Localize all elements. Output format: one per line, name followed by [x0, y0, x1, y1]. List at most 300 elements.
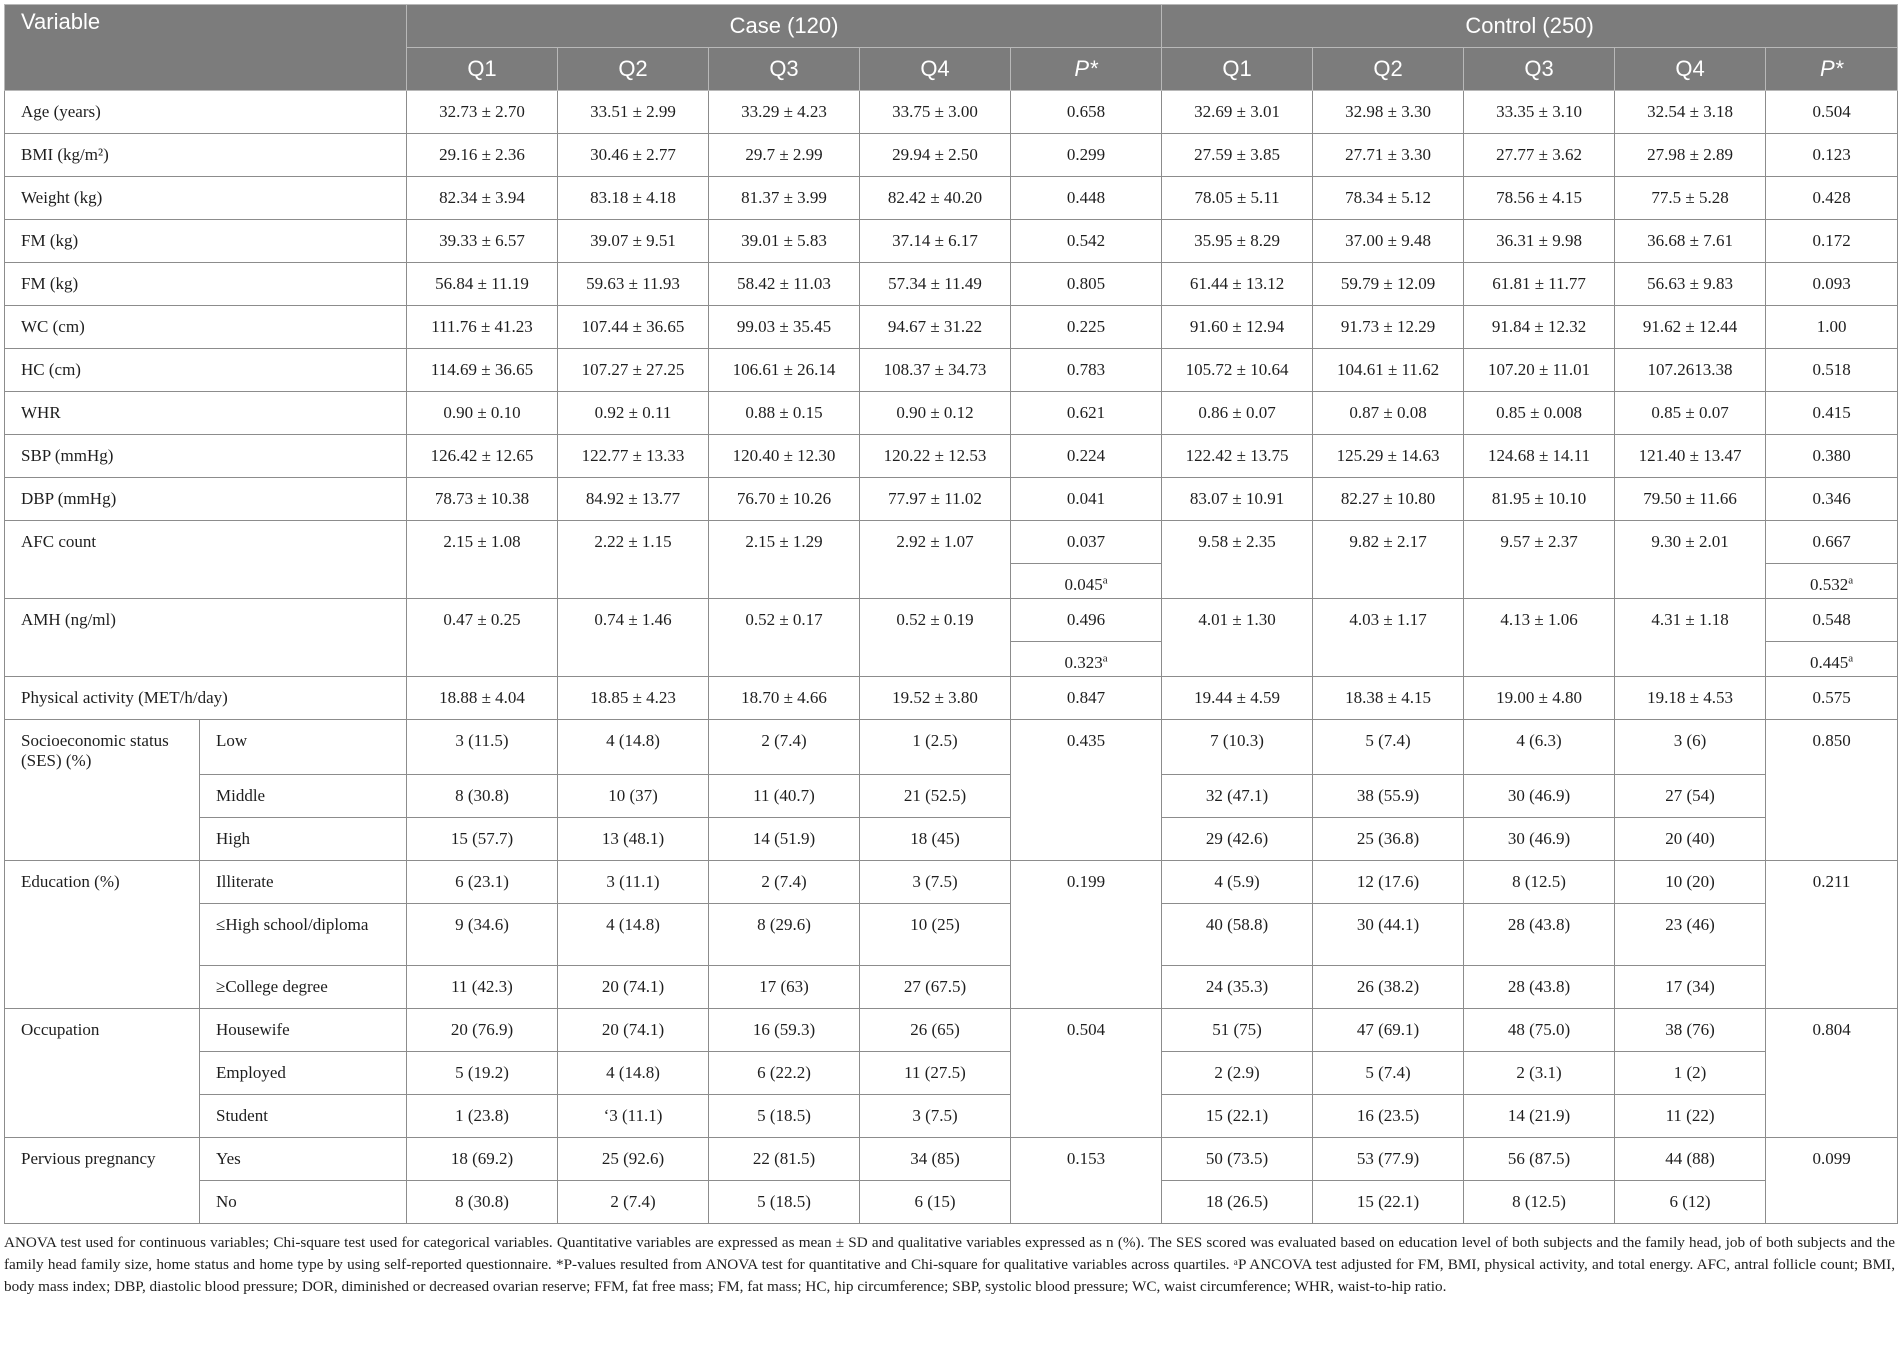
cell: 33.35 ± 3.10 — [1464, 91, 1615, 134]
cell: 1 (2) — [1615, 1052, 1766, 1095]
p-value: 0.575 — [1766, 677, 1898, 720]
p-value: 0.346 — [1766, 478, 1898, 521]
cell: 2 (3.1) — [1464, 1052, 1615, 1095]
table-row — [5, 220, 1898, 263]
cell: 8 (30.8) — [407, 775, 558, 818]
cell: 16 (23.5) — [1313, 1095, 1464, 1138]
cell: 27.77 ± 3.62 — [1464, 134, 1615, 177]
p-value: 0.041 — [1011, 478, 1162, 521]
table-footnote: ANOVA test used for continuous variables; Chi-square test used for categorical variables. Quantitative variables are expressed as mean ± SD and qualitative variables expressed as n (%). The SES scored was evaluated based on education level of both subjects and the family head, job of both subjects and the family head family size, home status and home type by using self-reported questionnaire. *P-values resulted from ANOVA test for quantitative and Chi-square for qualitative variables across quartiles. ᵃP ANCOVA test adjusted for FM, BMI, physical activity, and total energy. AFC, antral follicle count; BMI, body mass index; DBP, diastolic blood pressure; DOR, diminished or decreased ovarian reserve; FFM, fat free mass; FM, fat mass; HC, hip circumference; SBP, systolic blood pressure; WC, waist circumference; WHR, waist-to-hip ratio. — [4, 1234, 1895, 1295]
cell: 20 (76.9) — [407, 1009, 558, 1052]
cell: 27.59 ± 3.85 — [1162, 134, 1313, 177]
cell: 27 (67.5) — [860, 966, 1011, 1009]
header-case-p: P* — [1011, 48, 1162, 91]
p-adjusted-value: 0.323 — [1064, 653, 1103, 672]
cell: 78.73 ± 10.38 — [407, 478, 558, 521]
table-row — [5, 306, 1898, 349]
p-value: 0.621 — [1011, 392, 1162, 435]
cell: 5 (7.4) — [1313, 720, 1464, 775]
table-row — [5, 177, 1898, 220]
cell: 44 (88) — [1615, 1138, 1766, 1181]
cell: 121.40 ± 13.47 — [1615, 435, 1766, 478]
cell: 94.67 ± 31.22 — [860, 306, 1011, 349]
table-row — [5, 775, 1898, 818]
cell: 9.82 ± 2.17 — [1313, 521, 1464, 599]
cell: 27 (54) — [1615, 775, 1766, 818]
cell: 15 (57.7) — [407, 818, 558, 861]
cell: 83.18 ± 4.18 — [558, 177, 709, 220]
cell: 105.72 ± 10.64 — [1162, 349, 1313, 392]
table-row — [5, 435, 1898, 478]
cell: 16 (59.3) — [709, 1009, 860, 1052]
cell: 21 (52.5) — [860, 775, 1011, 818]
cell: 29.7 ± 2.99 — [709, 134, 860, 177]
cell: 10 (25) — [860, 904, 1011, 966]
cell: 32.69 ± 3.01 — [1162, 91, 1313, 134]
cell: 33.51 ± 2.99 — [558, 91, 709, 134]
cell: 4.31 ± 1.18 — [1615, 599, 1766, 677]
cell: 91.73 ± 12.29 — [1313, 306, 1464, 349]
p-adjusted-value: 0.445 — [1810, 653, 1849, 672]
cell: 107.20 ± 11.01 — [1464, 349, 1615, 392]
cell: 25 (92.6) — [558, 1138, 709, 1181]
cell: 40 (58.8) — [1162, 904, 1313, 966]
p-value: 0.504 — [1766, 91, 1898, 134]
p-value: 0.299 — [1011, 134, 1162, 177]
cell: 18 (45) — [860, 818, 1011, 861]
cell: 38 (76) — [1615, 1009, 1766, 1052]
cell: 6 (12) — [1615, 1181, 1766, 1224]
cell: 35.95 ± 8.29 — [1162, 220, 1313, 263]
cell: 5 (7.4) — [1313, 1052, 1464, 1095]
p-value: 0.542 — [1011, 220, 1162, 263]
cell: 18.38 ± 4.15 — [1313, 677, 1464, 720]
cell: 2 (2.9) — [1162, 1052, 1313, 1095]
p-value: 0.435 — [1011, 720, 1162, 861]
cell: 2.92 ± 1.07 — [860, 521, 1011, 599]
cell: 125.29 ± 14.63 — [1313, 435, 1464, 478]
cell: 2.15 ± 1.08 — [407, 521, 558, 599]
cell: 19.44 ± 4.59 — [1162, 677, 1313, 720]
cell: 33.29 ± 4.23 — [709, 91, 860, 134]
group-label: Education (%) — [5, 861, 200, 1009]
superscript-a: a — [1102, 574, 1108, 587]
cell: 19.52 ± 3.80 — [860, 677, 1011, 720]
table-row — [5, 392, 1898, 435]
cell: 12 (17.6) — [1313, 861, 1464, 904]
cell: 32.98 ± 3.30 — [1313, 91, 1464, 134]
cell: 122.42 ± 13.75 — [1162, 435, 1313, 478]
cell: 59.63 ± 11.93 — [558, 263, 709, 306]
cell: 59.79 ± 12.09 — [1313, 263, 1464, 306]
table-row — [5, 91, 1898, 134]
cell: 4 (6.3) — [1464, 720, 1615, 775]
cell: 4.13 ± 1.06 — [1464, 599, 1615, 677]
cell: 4 (14.8) — [558, 904, 709, 966]
row-label: FM (kg) — [5, 263, 407, 306]
table-row — [5, 1138, 1898, 1181]
table-row — [5, 1181, 1898, 1224]
cell: 3 (7.5) — [860, 861, 1011, 904]
cell: 18 (26.5) — [1162, 1181, 1313, 1224]
cell: 3 (11.1) — [558, 861, 709, 904]
header-case-q3: Q3 — [709, 48, 860, 91]
cell: 38 (55.9) — [1313, 775, 1464, 818]
p-value: 0.658 — [1011, 91, 1162, 134]
header-control-q3: Q3 — [1464, 48, 1615, 91]
table-row — [5, 1009, 1898, 1052]
sub-label: Housewife — [200, 1009, 407, 1052]
cell: 27.71 ± 3.30 — [1313, 134, 1464, 177]
row-label: Age (years) — [5, 91, 407, 134]
cell: 8 (12.5) — [1464, 1181, 1615, 1224]
cell: 18.88 ± 4.04 — [407, 677, 558, 720]
cell: 11 (27.5) — [860, 1052, 1011, 1095]
sub-label: ≤High school/diploma — [200, 904, 407, 966]
cell: 19.18 ± 4.53 — [1615, 677, 1766, 720]
p-value-adjusted — [1766, 642, 1898, 677]
cell: 78.34 ± 5.12 — [1313, 177, 1464, 220]
cell: 8 (30.8) — [407, 1181, 558, 1224]
p-adjusted-value: 0.045 — [1064, 575, 1103, 594]
cell: 6 (23.1) — [407, 861, 558, 904]
cell: 82.34 ± 3.94 — [407, 177, 558, 220]
table-header — [5, 5, 1898, 91]
cell: 56 (87.5) — [1464, 1138, 1615, 1181]
cell: 91.62 ± 12.44 — [1615, 306, 1766, 349]
cell: 78.05 ± 5.11 — [1162, 177, 1313, 220]
cell: 106.61 ± 26.14 — [709, 349, 860, 392]
header-case-q2: Q2 — [558, 48, 709, 91]
table-row — [5, 134, 1898, 177]
row-label: WHR — [5, 392, 407, 435]
cell: 47 (69.1) — [1313, 1009, 1464, 1052]
cell: 2 (7.4) — [709, 720, 860, 775]
cell: 30.46 ± 2.77 — [558, 134, 709, 177]
cell: 6 (15) — [860, 1181, 1011, 1224]
table-container — [4, 4, 1897, 1298]
cell: 13 (48.1) — [558, 818, 709, 861]
sub-label: High — [200, 818, 407, 861]
p-value: 0.805 — [1011, 263, 1162, 306]
p-value: 0.496 — [1011, 599, 1162, 642]
cell: 0.85 ± 0.07 — [1615, 392, 1766, 435]
p-value: 0.518 — [1766, 349, 1898, 392]
data-table — [4, 4, 1898, 1224]
cell: 0.87 ± 0.08 — [1313, 392, 1464, 435]
cell: 30 (46.9) — [1464, 818, 1615, 861]
cell: 2.22 ± 1.15 — [558, 521, 709, 599]
cell: 11 (22) — [1615, 1095, 1766, 1138]
header-variable: Variable — [5, 5, 407, 91]
cell: 20 (74.1) — [558, 1009, 709, 1052]
cell: 114.69 ± 36.65 — [407, 349, 558, 392]
table-row — [5, 904, 1898, 966]
cell: 39.07 ± 9.51 — [558, 220, 709, 263]
cell: 108.37 ± 34.73 — [860, 349, 1011, 392]
table-row — [5, 966, 1898, 1009]
row-label: Weight (kg) — [5, 177, 407, 220]
cell: 91.60 ± 12.94 — [1162, 306, 1313, 349]
cell: 18.85 ± 4.23 — [558, 677, 709, 720]
cell: 0.90 ± 0.10 — [407, 392, 558, 435]
sub-label: Middle — [200, 775, 407, 818]
group-label: Socioeconomic status (SES) (%) — [5, 720, 200, 861]
cell: 78.56 ± 4.15 — [1464, 177, 1615, 220]
cell: 5 (18.5) — [709, 1181, 860, 1224]
cell: 36.31 ± 9.98 — [1464, 220, 1615, 263]
cell: 22 (81.5) — [709, 1138, 860, 1181]
cell: 10 (20) — [1615, 861, 1766, 904]
cell: 99.03 ± 35.45 — [709, 306, 860, 349]
table-row — [5, 677, 1898, 720]
p-value-adjusted — [1766, 564, 1898, 599]
cell: 1 (23.8) — [407, 1095, 558, 1138]
cell: 56.84 ± 11.19 — [407, 263, 558, 306]
p-value: 0.153 — [1011, 1138, 1162, 1224]
cell: 126.42 ± 12.65 — [407, 435, 558, 478]
cell: 11 (42.3) — [407, 966, 558, 1009]
cell: 37.14 ± 6.17 — [860, 220, 1011, 263]
cell: 0.52 ± 0.17 — [709, 599, 860, 677]
p-value-adjusted — [1011, 564, 1162, 599]
cell: 51 (75) — [1162, 1009, 1313, 1052]
cell: 107.44 ± 36.65 — [558, 306, 709, 349]
cell: 25 (36.8) — [1313, 818, 1464, 861]
cell: 6 (22.2) — [709, 1052, 860, 1095]
cell: 107.2613.38 — [1615, 349, 1766, 392]
cell: 84.92 ± 13.77 — [558, 478, 709, 521]
cell: 2 (7.4) — [558, 1181, 709, 1224]
cell: 0.86 ± 0.07 — [1162, 392, 1313, 435]
cell: 56.63 ± 9.83 — [1615, 263, 1766, 306]
cell: 104.61 ± 11.62 — [1313, 349, 1464, 392]
row-label: HC (cm) — [5, 349, 407, 392]
cell: 26 (38.2) — [1313, 966, 1464, 1009]
group-label: Occupation — [5, 1009, 200, 1138]
cell: 107.27 ± 27.25 — [558, 349, 709, 392]
cell: ‘3 (11.1) — [558, 1095, 709, 1138]
cell: 17 (63) — [709, 966, 860, 1009]
cell: 17 (34) — [1615, 966, 1766, 1009]
cell: 27.98 ± 2.89 — [1615, 134, 1766, 177]
row-label: BMI (kg/m²) — [5, 134, 407, 177]
cell: 9.57 ± 2.37 — [1464, 521, 1615, 599]
header-control-q1: Q1 — [1162, 48, 1313, 91]
row-label: SBP (mmHg) — [5, 435, 407, 478]
header-control-q4: Q4 — [1615, 48, 1766, 91]
cell: 77.97 ± 11.02 — [860, 478, 1011, 521]
cell: 15 (22.1) — [1162, 1095, 1313, 1138]
row-label: AMH (ng/ml) — [5, 599, 407, 677]
header-case-group: Case (120) — [407, 5, 1162, 48]
cell: 18.70 ± 4.66 — [709, 677, 860, 720]
cell: 82.27 ± 10.80 — [1313, 478, 1464, 521]
p-value: 0.037 — [1011, 521, 1162, 564]
cell: 91.84 ± 12.32 — [1464, 306, 1615, 349]
cell: 28 (43.8) — [1464, 904, 1615, 966]
table-row — [5, 861, 1898, 904]
cell: 34 (85) — [860, 1138, 1011, 1181]
table-body — [5, 91, 1898, 1224]
p-value: 0.548 — [1766, 599, 1898, 642]
sub-label: Illiterate — [200, 861, 407, 904]
sub-label: No — [200, 1181, 407, 1224]
cell: 2 (7.4) — [709, 861, 860, 904]
cell: 81.95 ± 10.10 — [1464, 478, 1615, 521]
header-control-q2: Q2 — [1313, 48, 1464, 91]
cell: 32.73 ± 2.70 — [407, 91, 558, 134]
header-case-q4: Q4 — [860, 48, 1011, 91]
cell: 33.75 ± 3.00 — [860, 91, 1011, 134]
p-value-adjusted — [1011, 642, 1162, 677]
cell: 81.37 ± 3.99 — [709, 177, 860, 220]
cell: 61.81 ± 11.77 — [1464, 263, 1615, 306]
cell: 2.15 ± 1.29 — [709, 521, 860, 599]
cell: 76.70 ± 10.26 — [709, 478, 860, 521]
table-row — [5, 521, 1898, 564]
cell: 19.00 ± 4.80 — [1464, 677, 1615, 720]
cell: 14 (51.9) — [709, 818, 860, 861]
cell: 4 (14.8) — [558, 720, 709, 775]
p-value: 0.199 — [1011, 861, 1162, 1009]
cell: 77.5 ± 5.28 — [1615, 177, 1766, 220]
cell: 9.58 ± 2.35 — [1162, 521, 1313, 599]
table-row — [5, 1095, 1898, 1138]
p-value: 1.00 — [1766, 306, 1898, 349]
row-label: FM (kg) — [5, 220, 407, 263]
cell: 120.22 ± 12.53 — [860, 435, 1011, 478]
cell: 4.03 ± 1.17 — [1313, 599, 1464, 677]
cell: 10 (37) — [558, 775, 709, 818]
cell: 0.90 ± 0.12 — [860, 392, 1011, 435]
header-control-p: P* — [1766, 48, 1898, 91]
cell: 24 (35.3) — [1162, 966, 1313, 1009]
cell: 0.88 ± 0.15 — [709, 392, 860, 435]
p-value: 0.211 — [1766, 861, 1898, 1009]
p-value: 0.667 — [1766, 521, 1898, 564]
header-case-q1: Q1 — [407, 48, 558, 91]
p-value: 0.804 — [1766, 1009, 1898, 1138]
cell: 111.76 ± 41.23 — [407, 306, 558, 349]
p-value: 0.448 — [1011, 177, 1162, 220]
cell: 3 (6) — [1615, 720, 1766, 775]
superscript-a: a — [1102, 652, 1108, 665]
cell: 9 (34.6) — [407, 904, 558, 966]
sub-label: Student — [200, 1095, 407, 1138]
p-value: 0.850 — [1766, 720, 1898, 861]
cell: 36.68 ± 7.61 — [1615, 220, 1766, 263]
cell: 23 (46) — [1615, 904, 1766, 966]
cell: 0.47 ± 0.25 — [407, 599, 558, 677]
p-value: 0.504 — [1011, 1009, 1162, 1138]
cell: 26 (65) — [860, 1009, 1011, 1052]
cell: 8 (29.6) — [709, 904, 860, 966]
cell: 82.42 ± 40.20 — [860, 177, 1011, 220]
cell: 7 (10.3) — [1162, 720, 1313, 775]
cell: 57.34 ± 11.49 — [860, 263, 1011, 306]
table-row — [5, 720, 1898, 775]
cell: 83.07 ± 10.91 — [1162, 478, 1313, 521]
cell: 29.16 ± 2.36 — [407, 134, 558, 177]
cell: 0.85 ± 0.008 — [1464, 392, 1615, 435]
cell: 28 (43.8) — [1464, 966, 1615, 1009]
cell: 61.44 ± 13.12 — [1162, 263, 1313, 306]
p-value: 0.783 — [1011, 349, 1162, 392]
row-label: WC (cm) — [5, 306, 407, 349]
table-row — [5, 263, 1898, 306]
cell: 14 (21.9) — [1464, 1095, 1615, 1138]
superscript-a: a — [1848, 574, 1854, 587]
cell: 0.92 ± 0.11 — [558, 392, 709, 435]
cell: 29.94 ± 2.50 — [860, 134, 1011, 177]
table-row — [5, 349, 1898, 392]
row-label: Physical activity (MET/h/day) — [5, 677, 407, 720]
cell: 5 (19.2) — [407, 1052, 558, 1095]
group-label: Pervious pregnancy — [5, 1138, 200, 1224]
cell: 37.00 ± 9.48 — [1313, 220, 1464, 263]
cell: 1 (2.5) — [860, 720, 1011, 775]
header-control-group: Control (250) — [1162, 5, 1898, 48]
p-adjusted-value: 0.532 — [1810, 575, 1849, 594]
cell: 4 (14.8) — [558, 1052, 709, 1095]
cell: 11 (40.7) — [709, 775, 860, 818]
sub-label: Employed — [200, 1052, 407, 1095]
cell: 20 (40) — [1615, 818, 1766, 861]
p-value: 0.380 — [1766, 435, 1898, 478]
cell: 30 (44.1) — [1313, 904, 1464, 966]
cell: 48 (75.0) — [1464, 1009, 1615, 1052]
cell: 39.33 ± 6.57 — [407, 220, 558, 263]
superscript-a: a — [1848, 652, 1854, 665]
cell: 122.77 ± 13.33 — [558, 435, 709, 478]
sub-label: Yes — [200, 1138, 407, 1181]
sub-label: Low — [200, 720, 407, 775]
p-value: 0.225 — [1011, 306, 1162, 349]
cell: 9.30 ± 2.01 — [1615, 521, 1766, 599]
table-row — [5, 478, 1898, 521]
p-value: 0.123 — [1766, 134, 1898, 177]
cell: 5 (18.5) — [709, 1095, 860, 1138]
cell: 20 (74.1) — [558, 966, 709, 1009]
cell: 50 (73.5) — [1162, 1138, 1313, 1181]
cell: 124.68 ± 14.11 — [1464, 435, 1615, 478]
cell: 29 (42.6) — [1162, 818, 1313, 861]
row-label: AFC count — [5, 521, 407, 599]
table-row — [5, 1052, 1898, 1095]
cell: 8 (12.5) — [1464, 861, 1615, 904]
p-value: 0.428 — [1766, 177, 1898, 220]
p-value: 0.099 — [1766, 1138, 1898, 1224]
cell: 3 (11.5) — [407, 720, 558, 775]
cell: 32 (47.1) — [1162, 775, 1313, 818]
cell: 0.74 ± 1.46 — [558, 599, 709, 677]
p-value: 0.224 — [1011, 435, 1162, 478]
cell: 15 (22.1) — [1313, 1181, 1464, 1224]
cell: 58.42 ± 11.03 — [709, 263, 860, 306]
table-row — [5, 599, 1898, 642]
p-value: 0.847 — [1011, 677, 1162, 720]
cell: 4 (5.9) — [1162, 861, 1313, 904]
cell: 120.40 ± 12.30 — [709, 435, 860, 478]
cell: 18 (69.2) — [407, 1138, 558, 1181]
cell: 39.01 ± 5.83 — [709, 220, 860, 263]
cell: 0.52 ± 0.19 — [860, 599, 1011, 677]
sub-label: ≥College degree — [200, 966, 407, 1009]
cell: 3 (7.5) — [860, 1095, 1011, 1138]
cell: 32.54 ± 3.18 — [1615, 91, 1766, 134]
cell: 30 (46.9) — [1464, 775, 1615, 818]
